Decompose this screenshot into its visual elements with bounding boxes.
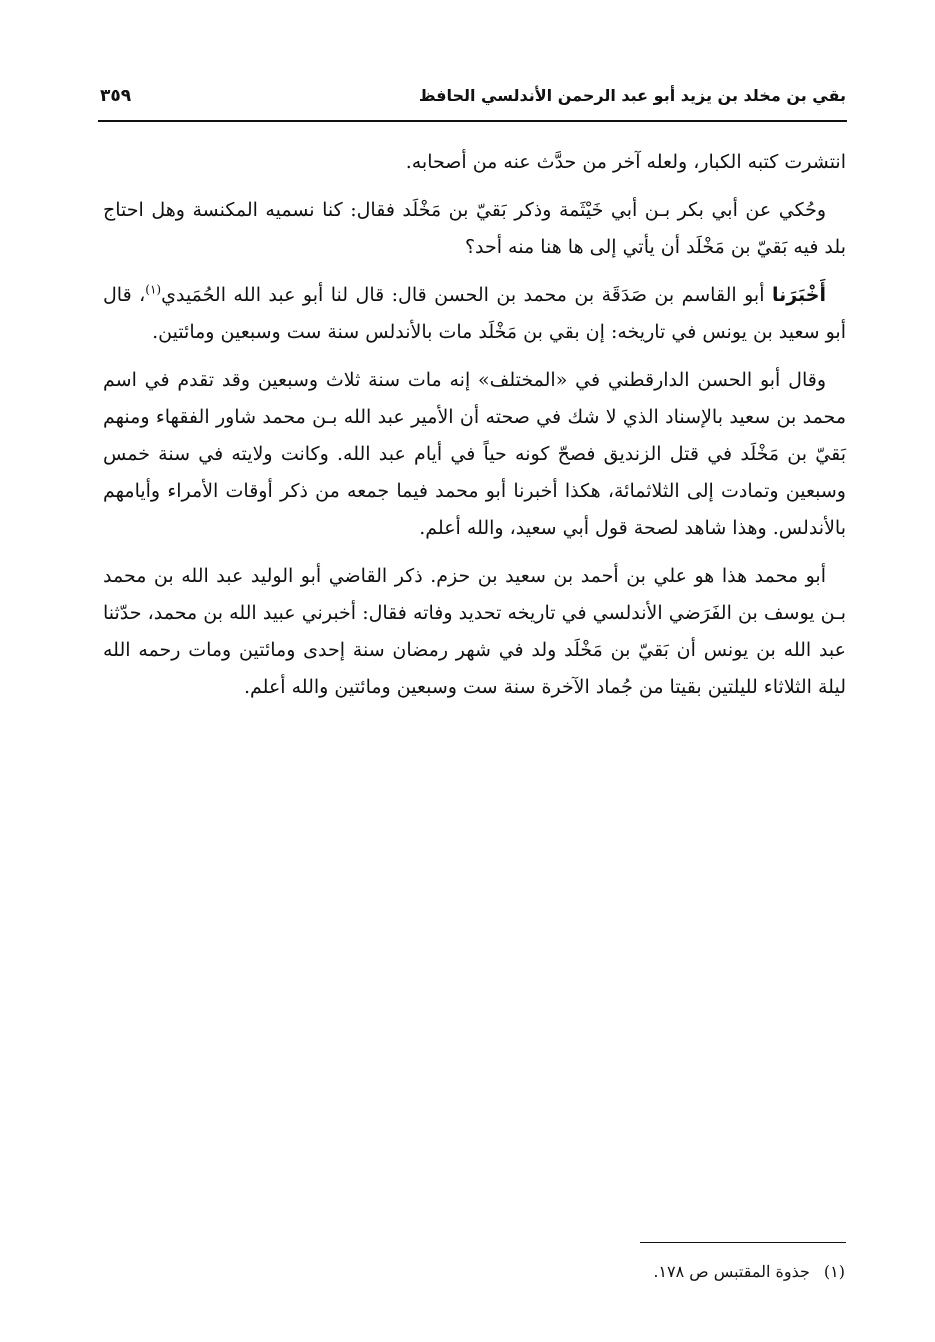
main-text xyxy=(103,144,846,717)
header-rule xyxy=(98,120,847,122)
footnote-1 xyxy=(653,1262,845,1281)
footnote-number: (١) xyxy=(823,1262,845,1281)
paragraph-1: انتشرت كتبه الكبار، ولعله آخر من حدَّث عنه من أصحابه. xyxy=(405,151,846,173)
paragraph-3 xyxy=(103,277,846,351)
paragraph-5: أبو محمد هذا هو علي بن أحمد بن سعيد بن حزم. ذكر القاضي أبو الوليد عبد الله بن محمد بـن يوسف بن الفَرَضي الأندلسي في تاريخه تحديد وفاته فقال: أخبرني عبيد الله بن محمد، حدّثنا عبد الله بن يونس أن بَقيّ بن مَخْلَد ولد في شهر رمضان سنة إحدى ومائتين ومات رحمه الله ليلة الثلاثاء لليلتين بقيتا من جُماد الآخرة سنة ست وسبعين ومائتين والله أعلم. xyxy=(103,565,846,698)
footnote-rule xyxy=(640,1242,846,1243)
paragraph-4: وقال أبو الحسن الدارقطني في «المختلف» إنه مات سنة ثلاث وسبعين وقد تقدم في اسم محمد بن سعيد بالإسناد الذي لا شك في صحته أن الأمير عبد الله بـن محمد شاور الفقهاء ومنهم بَقيّ بن مَخْلَد في قتل الزنديق فصحّ كونه حياً في أيام عبد الله. وكانت ولايته في سنة خمس وسبعين وتمادت إلى الثلاثمائة، هكذا أخبرنا أبو محمد فيما جمعه من ذكر أوقات الأمراء وأيامهم بالأندلس. وهذا شاهد لصحة قول أبي سعيد، والله أعلم. xyxy=(103,369,846,539)
paragraph-3-text-b: ، قال أبو سعيد بن يونس في تاريخه: إن بقي بن مَخْلَد مات بالأندلس سنة ست وسبعين ومائتين. xyxy=(103,284,846,343)
paragraph-2: وحُكي عن أبي بكر بـن أبي خَيْثَمة وذكر بَقيّ بن مَخْلَد فقال: كنا نسميه المكنسة وهل احتاج بلد فيه بَقيّ بن مَخْلَد أن يأتي إلى ها هنا منه أحد؟ xyxy=(103,199,846,258)
header-title: بقي بن مخلد بن يزيد أبو عبد الرحمن الأندلسي الحافظ xyxy=(418,86,846,105)
footnote-marker: (١) xyxy=(145,282,162,297)
footnote-text: جذوة المقتبس ص ١٧٨. xyxy=(653,1262,810,1281)
paragraph-3-text-a: أبو القاسم بن صَدَقَة بن محمد بن الحسن قال: قال لنا أبو عبد الله الحُمَيدي xyxy=(161,284,772,306)
page-number: ٣٥٩ xyxy=(100,86,132,106)
running-header xyxy=(98,84,846,116)
paragraph-3-lead-word: أَخْبَرَنا xyxy=(771,284,826,306)
